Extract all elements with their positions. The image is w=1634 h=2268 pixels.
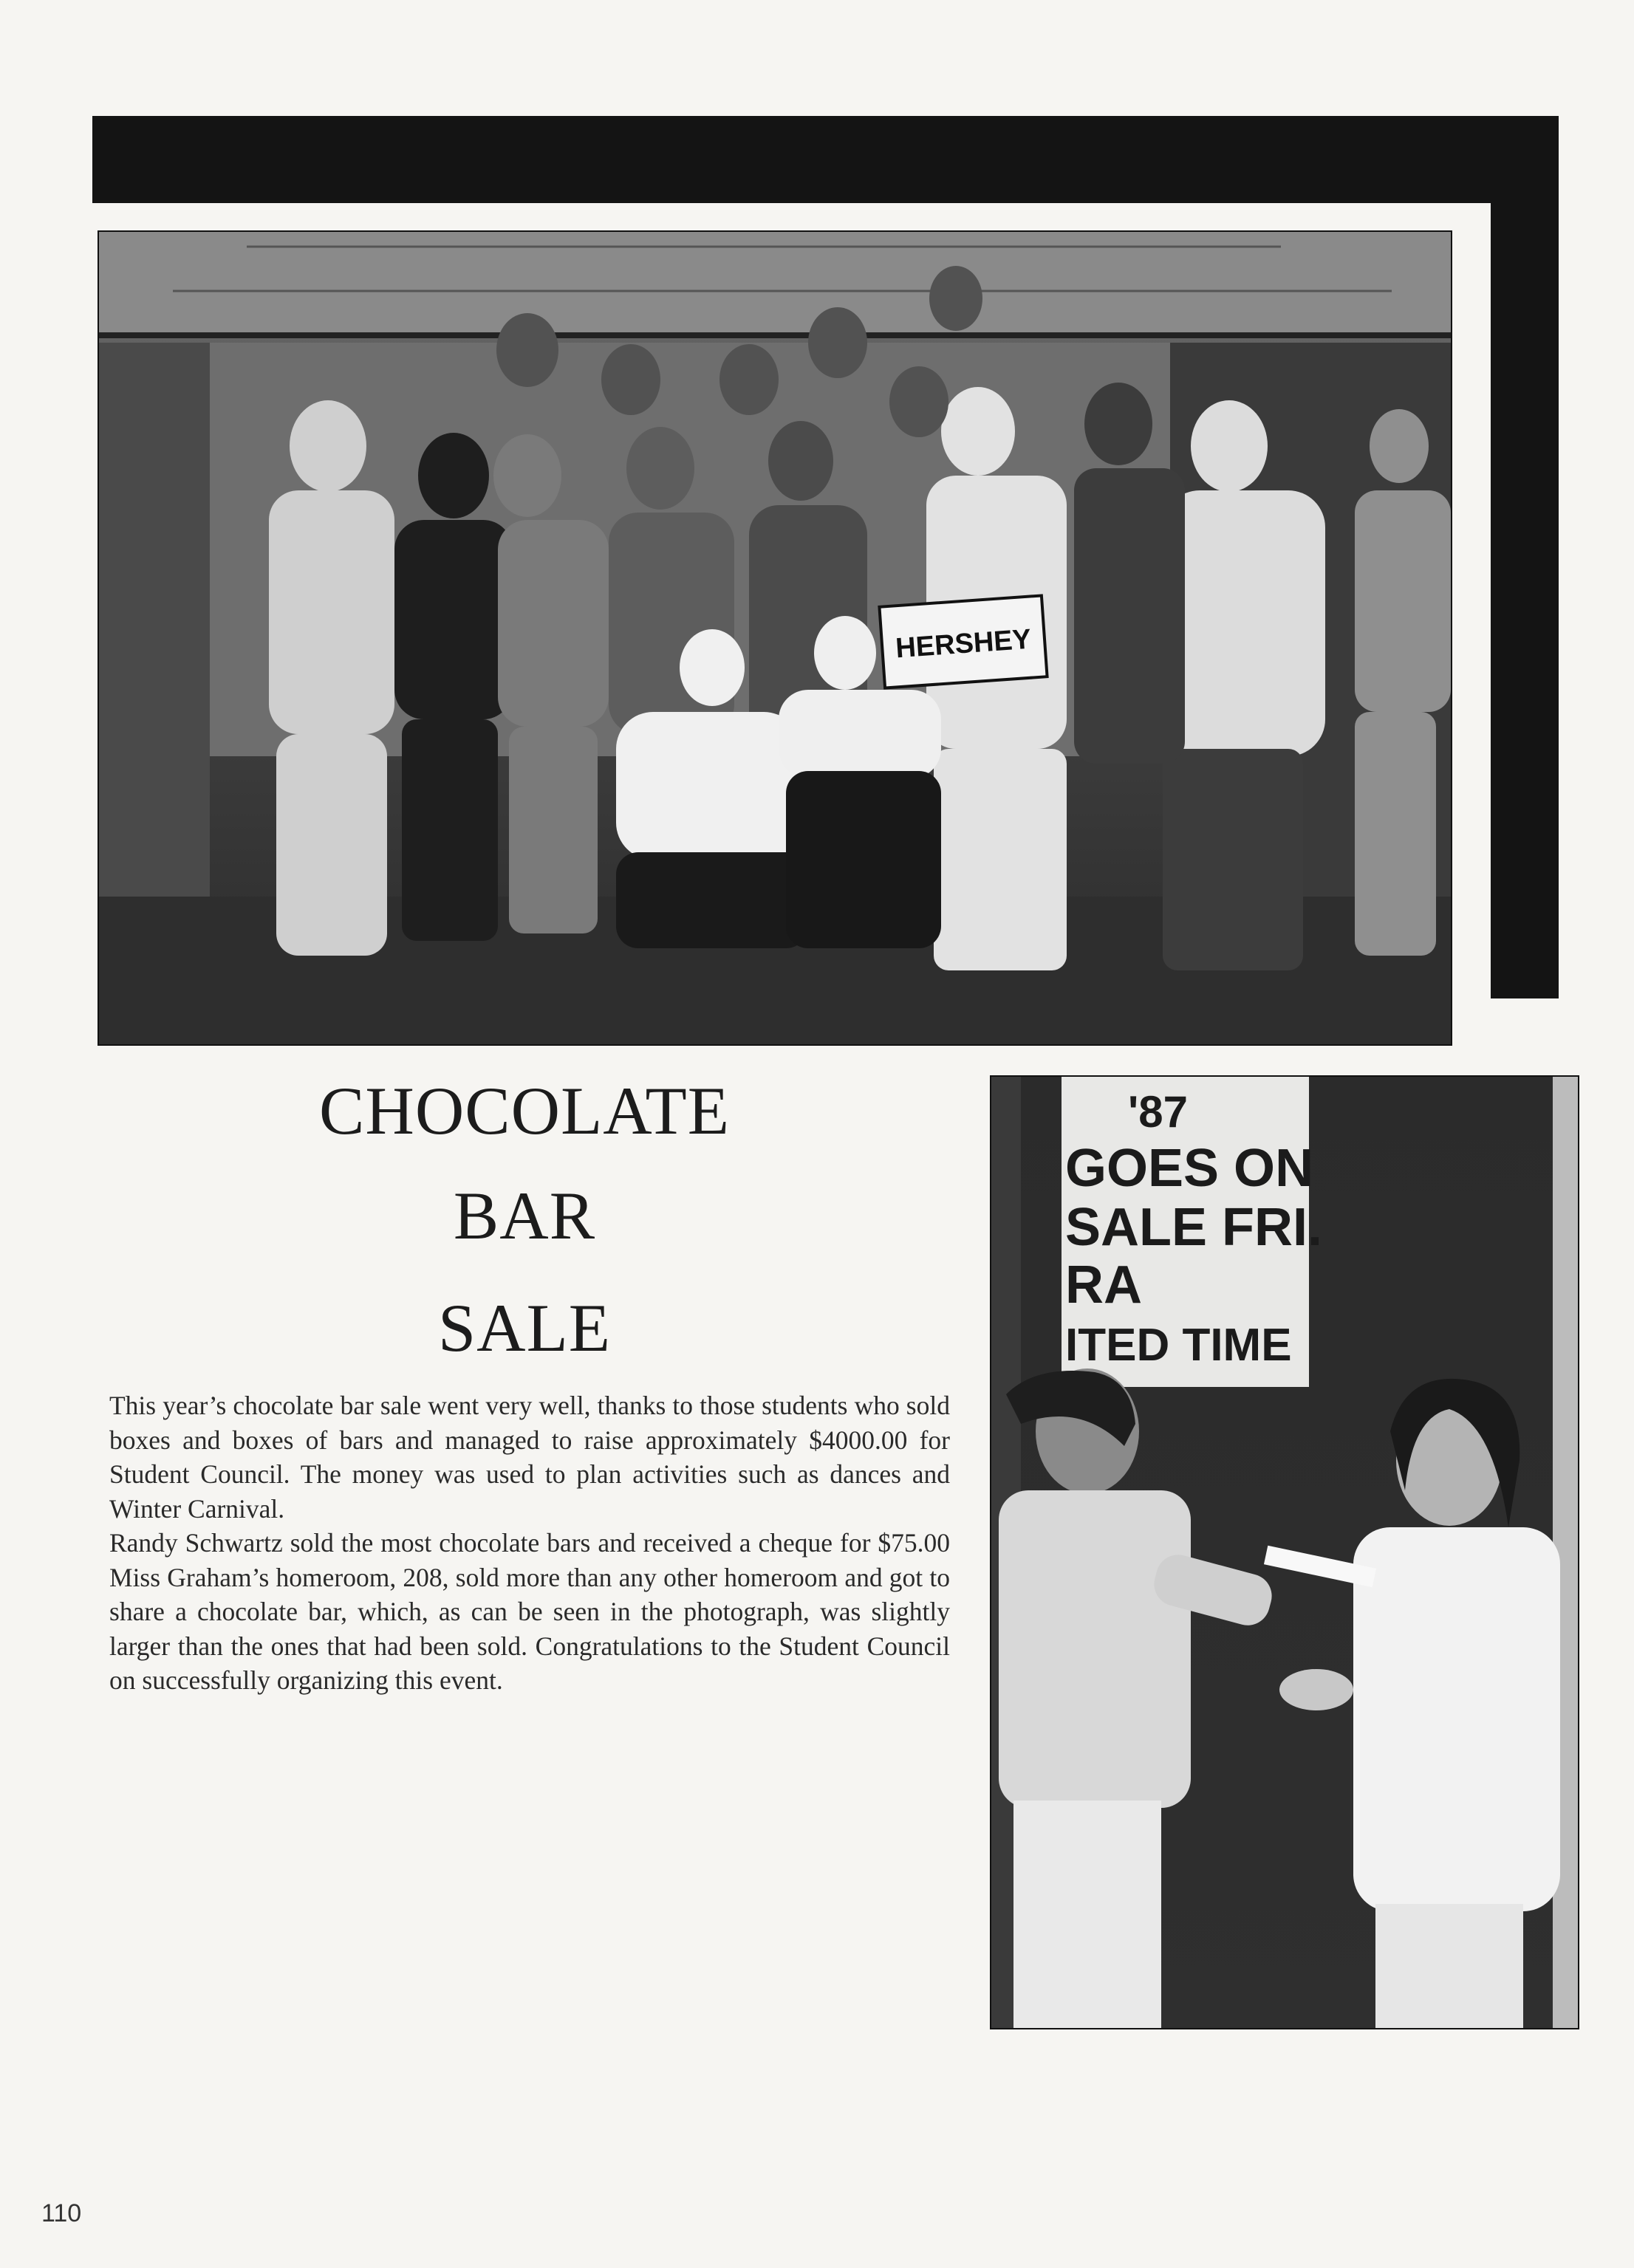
- title-line-3: SALE: [438, 1290, 611, 1366]
- sale-poster: [1062, 1077, 1322, 1387]
- poster-line-5: ITED TIME: [1065, 1320, 1292, 1371]
- page-number: 110: [41, 2199, 82, 2227]
- right-black-bar: [1491, 116, 1559, 998]
- poster-line-1: '87: [1128, 1087, 1189, 1137]
- poster-line-4: RA: [1065, 1255, 1142, 1315]
- title-line-2: BAR: [453, 1178, 596, 1253]
- hershey-box-label: HERSHEY: [895, 623, 1033, 665]
- group-photo-illustration: [99, 232, 1451, 1044]
- cheque-presentation-photo: [990, 1075, 1579, 2029]
- paragraph-2: Randy Schwartz sold the most chocolate bars and received a cheque for $75.00 Miss Graham’s homeroom, 208, sold more than any other homeroom and got to share a chocolate bar, which, as can be seen in the photograph, was slightly larger than the ones that had been sold. Congratulations to the Student Council on successfully organizing this event.: [109, 1528, 950, 1695]
- poster-line-3: SALE FRI.: [1065, 1198, 1323, 1257]
- title-line-1: CHOCOLATE: [319, 1073, 730, 1148]
- article-body: [109, 1388, 950, 1698]
- top-black-bar: [92, 116, 1559, 203]
- paragraph-1: This year’s chocolate bar sale went very well, thanks to those students who sold boxes and boxes of bars and managed to raise approximately $4000.00 for Student Council. The money was used to plan activities such as dances and Winter Carnival.: [109, 1391, 950, 1524]
- group-photo: [98, 230, 1452, 1046]
- cheque-photo-illustration: [991, 1077, 1578, 2028]
- poster-line-2: GOES ON: [1065, 1139, 1314, 1198]
- hershey-box: [879, 595, 1047, 688]
